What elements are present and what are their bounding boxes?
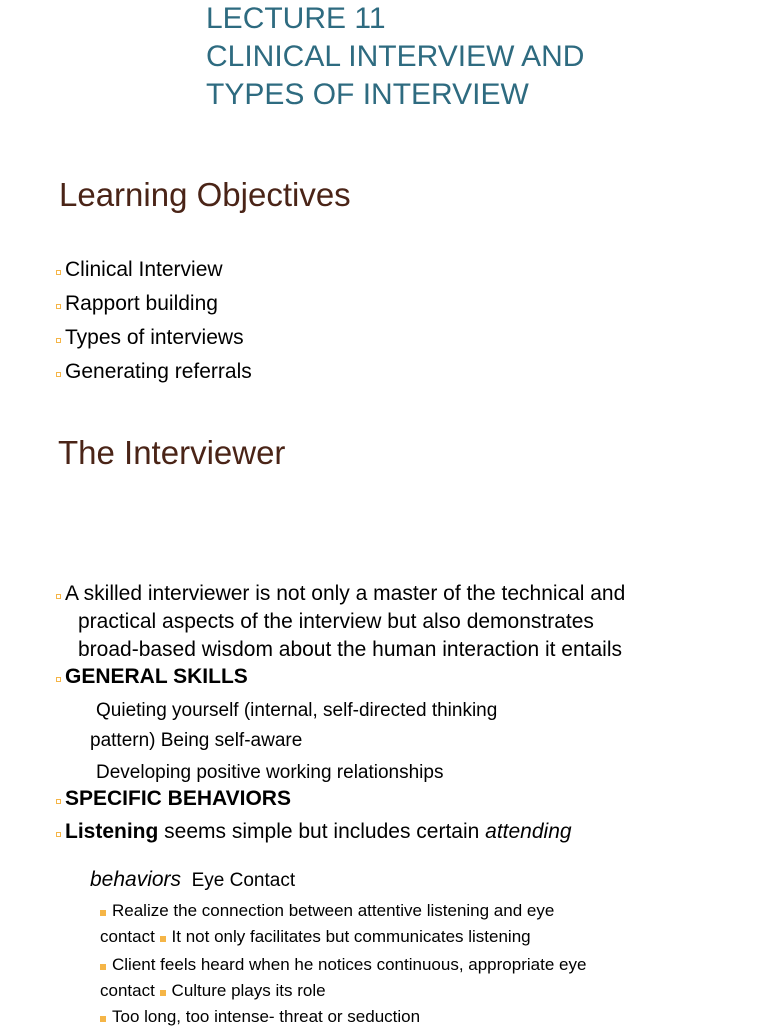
- square-bullet-icon: [56, 677, 61, 682]
- general-skill-1: Quieting yourself (internal, self-directed thinking: [96, 700, 498, 721]
- square-bullet-icon: [56, 270, 61, 275]
- square-bullet-icon: [100, 910, 106, 916]
- square-bullet-icon: [160, 936, 166, 942]
- lecture-title-line1: CLINICAL INTERVIEW AND: [206, 40, 585, 73]
- learning-objectives-heading: Learning Objectives: [59, 176, 351, 213]
- eye-point-2: contact It not only facilitates but communicates listening: [100, 927, 531, 946]
- behaviors-line: behaviors Eye Contact: [90, 868, 296, 891]
- square-bullet-icon: [56, 799, 61, 804]
- square-bullet-icon: [56, 372, 61, 377]
- interviewer-heading: The Interviewer: [58, 434, 286, 471]
- specific-behaviors-label: SPECIFIC BEHAVIORS: [56, 785, 291, 813]
- eye-point-4: contact Culture plays its role: [100, 981, 326, 1000]
- square-bullet-icon: [56, 304, 61, 309]
- listening-line: Listening seems simple but includes certain attending: [56, 818, 572, 846]
- eye-point-5: Too long, too intense- threat or seduction: [100, 1004, 420, 1030]
- square-bullet-icon: [100, 964, 106, 970]
- square-bullet-icon: [56, 832, 61, 837]
- list-item: Types of interviews: [56, 321, 252, 355]
- eye-point-1: Realize the connection between attentive listening and eye: [100, 898, 554, 924]
- list-item: Clinical Interview: [56, 253, 252, 287]
- objective-list: [56, 253, 252, 389]
- list-item: Generating referrals: [56, 355, 252, 389]
- lecture-number: LECTURE 11: [206, 2, 386, 35]
- square-bullet-icon: [56, 594, 61, 599]
- eye-point-3: Client feels heard when he notices continuous, appropriate eye: [100, 952, 586, 978]
- general-skill-2: pattern) Being self-aware: [90, 730, 303, 751]
- general-skills-label: GENERAL SKILLS: [56, 663, 248, 691]
- general-skill-3: Developing positive working relationships: [96, 762, 444, 783]
- square-bullet-icon: [160, 990, 166, 996]
- lecture-title-line2: TYPES OF INTERVIEW: [206, 78, 529, 111]
- square-bullet-icon: [100, 1016, 106, 1022]
- intro-paragraph: A skilled interviewer is not only a master of the technical and practical aspects of the interview but also demonstrates broad-based wisdom about the human interaction it entails: [56, 580, 625, 664]
- square-bullet-icon: [56, 338, 61, 343]
- list-item: Rapport building: [56, 287, 252, 321]
